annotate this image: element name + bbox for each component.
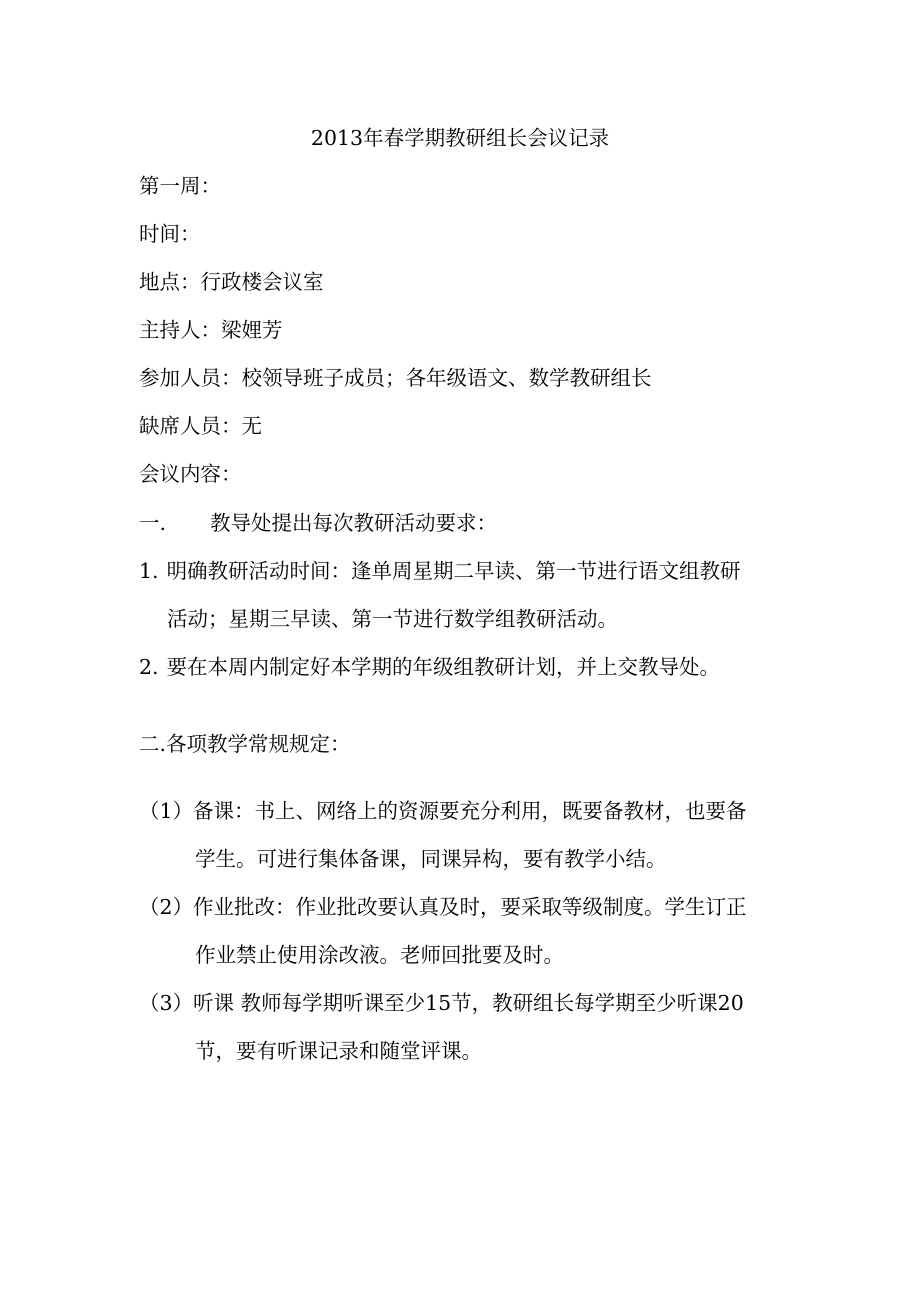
section1-item1-continuation: 活动；星期三早读、第一节进行数学组教研活动。 [167,607,618,631]
content-label: 会议内容： [139,462,242,486]
section1-heading: 教导处提出每次教研活动要求： [210,511,498,535]
section2-item3-text: 听课 教师每学期听课至少15节，教研组长每学期至少听课20 [193,991,744,1015]
host-field: 主持人：梁娌芳 [139,318,283,342]
document-title: 2013年春学期教研组长会议记录 [310,126,610,150]
participants-field: 参加人员：校领导班子成员；各年级语文、数学教研组长 [139,366,652,390]
section1-item1-marker: 1. [139,559,159,583]
section2-heading: 二.各项教学常规规定： [139,732,351,756]
section2-item1-text: 备课：书上、网络上的资源要充分利用，既要备教材，也要备 [193,799,747,823]
section2-item3-continuation: 节，要有听课记录和随堂评课。 [195,1039,482,1063]
section1-item1-row [139,557,741,585]
absent-field: 缺席人员：无 [139,414,262,438]
section2-item1-row [139,797,747,825]
section2-item3-row [139,989,744,1017]
section2-item2-continuation: 作业禁止使用涂改液。老师回批要及时。 [195,943,564,967]
section2-item1-continuation: 学生。可进行集体备课，同课异构，要有教学小结。 [195,847,667,871]
section2-item2-marker: （2） [139,895,194,919]
section2-item1-marker: （1） [139,799,194,823]
section1-item2-text: 要在本周内制定好本学期的年级组教研计划，并上交教导处。 [166,655,721,679]
section1-item1-text: 明确教研活动时间：逢单周星期二早读、第一节进行语文组教研 [166,559,741,583]
location-field: 地点：行政楼会议室 [139,270,324,294]
section1-item2-row [139,653,720,681]
section1-heading-row [139,509,497,537]
section2-item2-row [139,893,747,921]
section2-item3-marker: （3） [139,991,194,1015]
section1-item2-marker: 2. [139,655,159,679]
section2-item2-text: 作业批改：作业批改要认真及时，要采取等级制度。学生订正 [193,895,747,919]
section1-marker: 一. [139,511,167,535]
time-field: 时间： [139,222,201,246]
week-label: 第一周： [139,174,221,198]
